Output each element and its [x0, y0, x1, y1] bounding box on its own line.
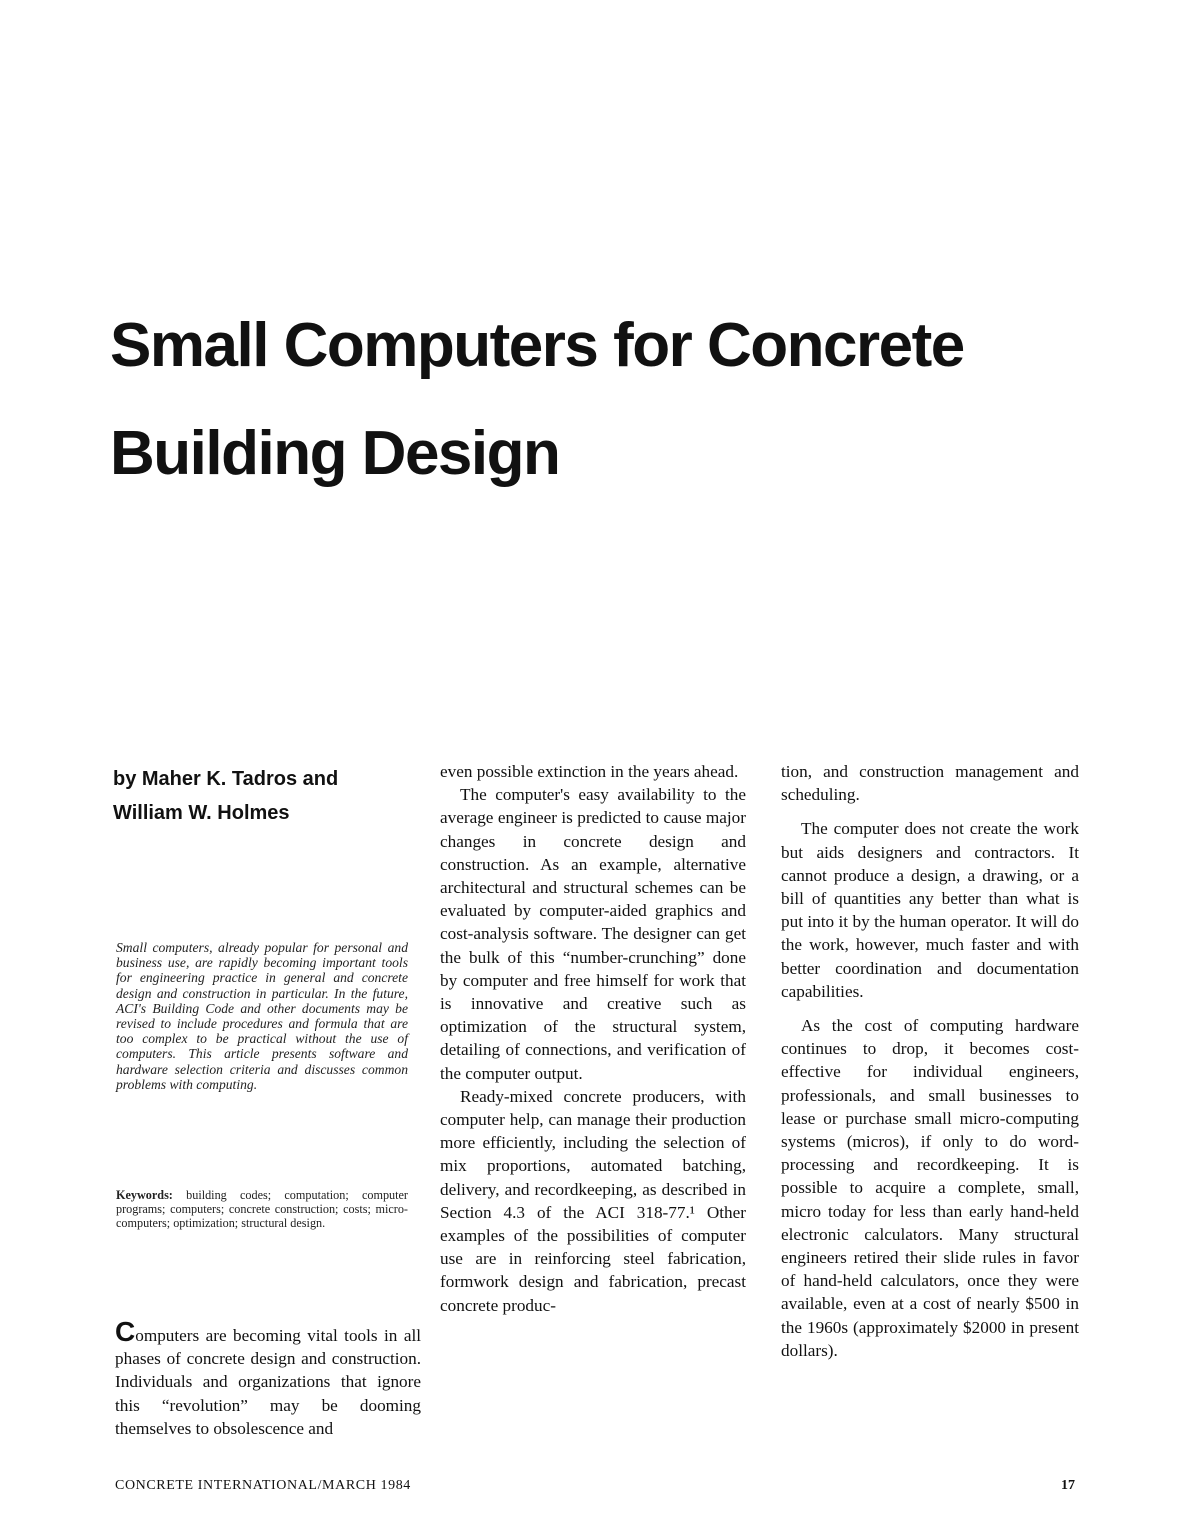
body-paragraph: The computer's easy availability to the average engineer is predicted to cause major changes in concrete design and construction. As an example, alternative architectural and structural schemes can be evaluated by computer-aided graphics and cost-analysis software. The designer can get the bulk of this “number-crunching” done by computer and free himself for work that is innovative and creative such as optimization of the structural system, detailing of connections, and verification of the computer output.	[440, 785, 746, 1083]
page-number: 17	[1061, 1478, 1075, 1493]
keywords	[116, 1188, 408, 1230]
page-footer	[115, 1478, 1075, 1498]
body-paragraph: even possible extinction in the years ahead.	[440, 762, 739, 781]
byline	[113, 762, 413, 830]
journal-name: CONCRETE INTERNATIONAL/MARCH 1984	[115, 1478, 411, 1493]
article-title	[110, 292, 1110, 508]
body-paragraph: As the cost of computing hardware continues to drop, it becomes cost-effective for individual engineers, professionals, and small businesses to lease or purchase small micro-computing systems (micros), if only to do word-processing and recordkeeping. It is possible to acquire a complete, small, micro today for less than early hand-held electronic calculators. Many structural engineers retired their slide rules in favor of hand-held calculators, once they were available, even at a cost of nearly $500 in the 1960s (approximately $2000 in present dollars).	[781, 1016, 1079, 1360]
body-paragraph: Ready-mixed concrete producers, with computer help, can manage their production more efficiently, including the selection of mix proportions, automated batching, delivery, and recordkeeping, as described in Section 4.3 of the ACI 318-77.¹ Other examples of the possibilities of computer use are in reinforcing steel fabrication, formwork design and fabrication, precast concrete produc-	[440, 1086, 746, 1315]
body-paragraph: tion, and construction management and scheduling.	[781, 762, 1079, 805]
abstract: Small computers, already popular for personal and business use, are rapidly becoming important tools for engineering practice in general and concrete design and construction in particular. In the future, ACI's Building Code and other documents may be revised to include procedures and formula that are too complex to be practical without the use of computers. This article presents software and hardware selection criteria and discusses common problems with computing.	[116, 940, 408, 1092]
body-paragraph-text: omputers are becoming vital tools in all phases of concrete design and construction. Individuals and organizations that ignore this “revolution” may be dooming themselves to obsolescence and	[115, 1326, 421, 1438]
body-paragraph: The computer does not create the work but aids designers and contractors. It cannot produce a design, a drawing, or a bill of quantities any better than what is put into it by the human operator. It will do the work, however, much faster and with better coordination and documentation capabilities.	[781, 819, 1079, 1001]
body-column-2	[440, 760, 746, 1317]
body-column-1	[115, 1316, 421, 1440]
byline-line-1: by Maher K. Tadros and	[113, 768, 339, 790]
body-column-3	[781, 760, 1079, 1362]
title-line-2: Building Design	[110, 419, 560, 488]
title-line-1: Small Computers for Concrete	[110, 311, 964, 380]
keywords-text: building codes; computation; computer programs; computers; concrete construction; costs; micro-computers; optimization; structural design.	[116, 1188, 408, 1230]
drop-cap: C	[115, 1316, 136, 1347]
byline-line-2: William W. Holmes	[113, 802, 290, 824]
keywords-label: Keywords:	[116, 1188, 173, 1202]
body-paragraph	[115, 1316, 421, 1440]
